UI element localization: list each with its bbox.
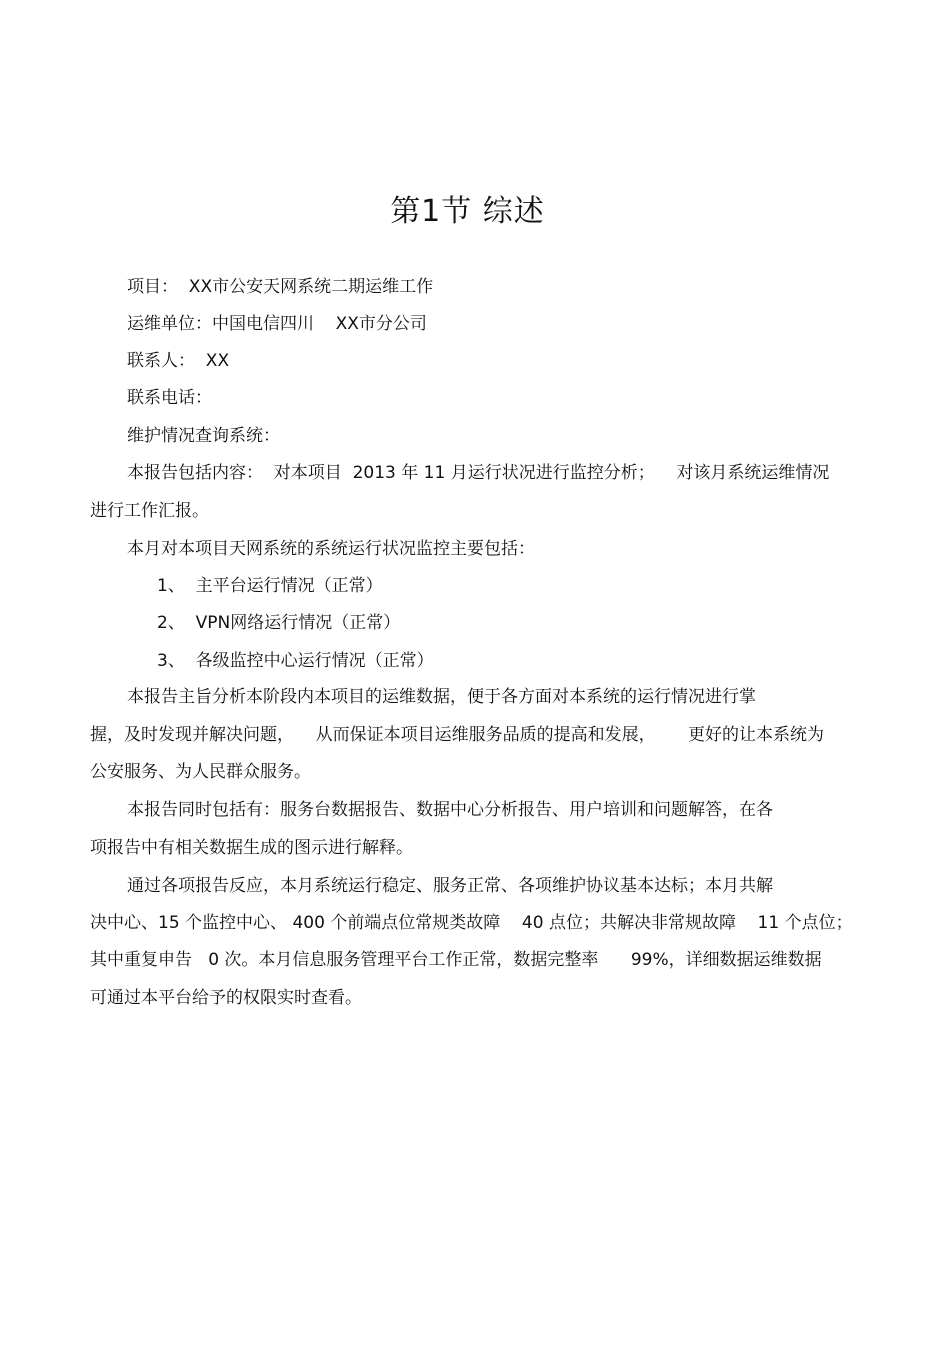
paragraph-3-line-1: 本报告主旨分析本阶段内本项目的运维数据，便于各方面对本系统的运行情况进行掌: [127, 687, 756, 707]
paragraph-5-line-4: 可通过本平台给予的权限实时查看。: [90, 988, 362, 1008]
paragraph-5-line-2: 决中心、15 个监控中心、 400 个前端点位常规类故障 40 点位；共解决非常规故障 11 个点位；: [90, 913, 853, 933]
paragraph-3-line-3: 公安服务、为人民群众服务。: [90, 762, 311, 782]
phone-line: 联系电话：: [127, 388, 212, 408]
paragraph-2: 本月对本项目天网系统的系统运行状况监控主要包括：: [127, 539, 535, 559]
list-item-1: 1、 主平台运行情况（正常）: [157, 576, 383, 596]
list-item-2: 2、 VPN网络运行情况（正常）: [157, 613, 401, 633]
unit-line: 运维单位：中国电信四川 XX市分公司: [127, 314, 427, 334]
paragraph-4-line-2: 项报告中有相关数据生成的图示进行解释。: [90, 838, 413, 858]
paragraph-1-line-2: 进行工作汇报。: [90, 501, 209, 521]
paragraph-5-line-3: 其中重复申告 0 次。本月信息服务管理平台工作正常，数据完整率 99%，详细数据运维数据: [90, 950, 822, 970]
section-title: 第1节 综述: [390, 194, 545, 229]
list-item-3: 3、 各级监控中心运行情况（正常）: [157, 651, 434, 671]
system-line: 维护情况查询系统：: [127, 426, 280, 446]
paragraph-1-line-1: 本报告包括内容： 对本项目 2013 年 11 月运行状况进行监控分析； 对该月系统运维情况: [127, 463, 830, 483]
contact-line: 联系人： XX: [127, 351, 230, 371]
paragraph-3-line-2: 握，及时发现并解决问题， 从而保证本项目运维服务品质的提高和发展， 更好的让本系统为: [90, 725, 825, 745]
project-line: 项目： XX市公安天网系统二期运维工作: [127, 277, 434, 297]
paragraph-5-line-1: 通过各项报告反应，本月系统运行稳定、服务正常、各项维护协议基本达标；本月共解: [127, 876, 773, 896]
paragraph-4-line-1: 本报告同时包括有：服务台数据报告、数据中心分析报告、用户培训和问题解答，在各: [127, 800, 773, 820]
